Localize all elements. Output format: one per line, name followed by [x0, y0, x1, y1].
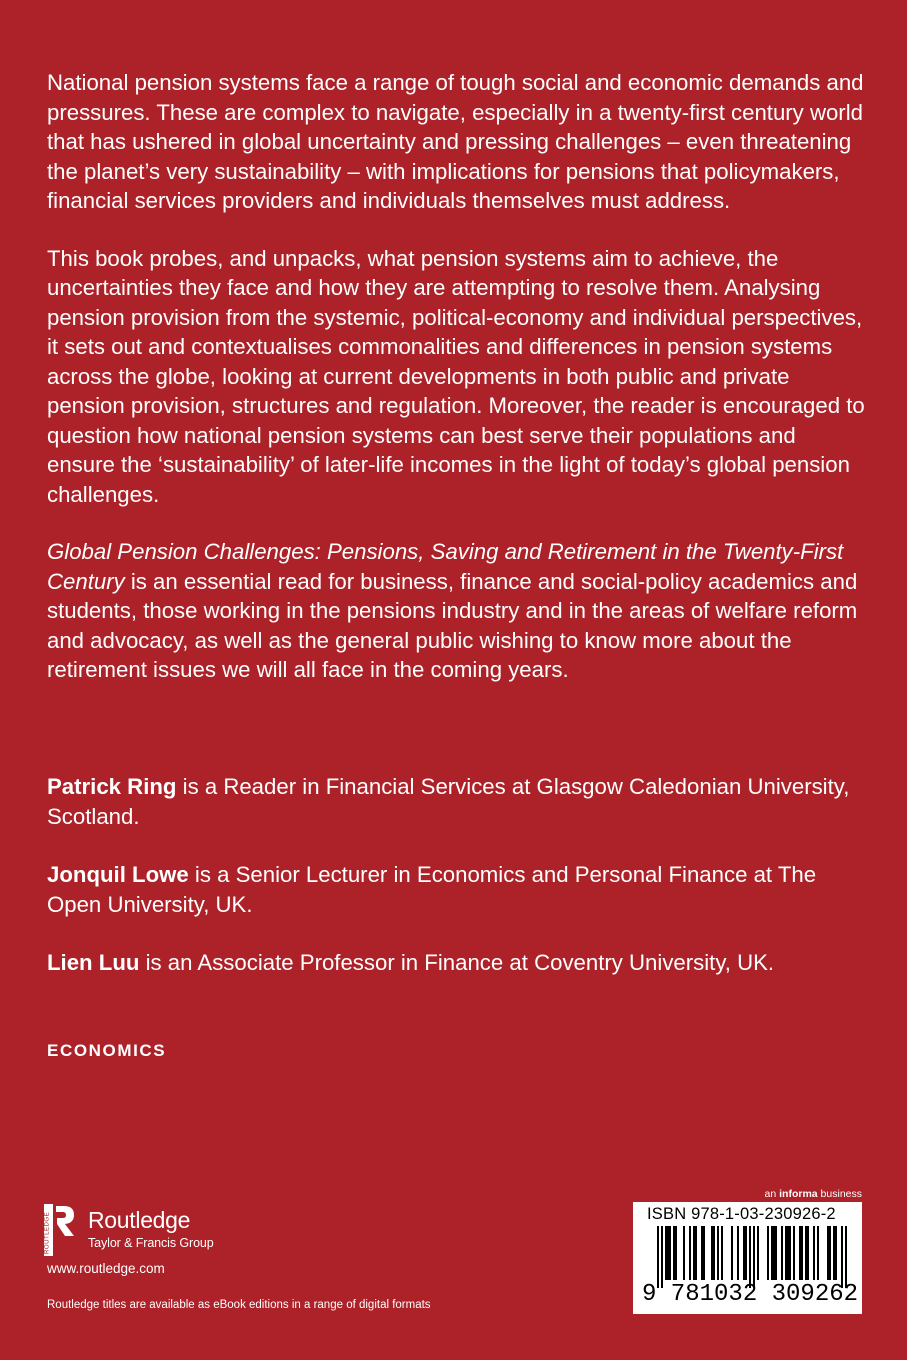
author-description-1: is a Reader in Financial Services at Glasgow Caledonian University, Scotland. — [47, 774, 850, 829]
author-description-3: is an Associate Professor in Finance at Coventry University, UK. — [139, 950, 775, 975]
barcode-bar — [775, 1226, 777, 1280]
barcode-bar — [799, 1226, 801, 1280]
barcode-bar — [833, 1226, 835, 1280]
barcode-bar — [711, 1226, 713, 1280]
barcode-bar — [703, 1226, 705, 1280]
subject-category: ECONOMICS — [47, 1041, 167, 1060]
barcode-bar — [835, 1226, 837, 1280]
barcode-bar — [661, 1226, 663, 1288]
barcode-bar — [695, 1226, 697, 1280]
barcode-bar — [683, 1226, 685, 1280]
informa-brand: informa — [779, 1188, 818, 1200]
barcode-bar — [701, 1226, 703, 1280]
barcode-bar — [813, 1226, 815, 1280]
routledge-logo — [44, 1204, 304, 1264]
barcode-bar — [845, 1226, 847, 1288]
barcode-bar — [669, 1226, 671, 1280]
barcode-bar — [801, 1226, 803, 1280]
publisher-group: Taylor & Francis Group — [88, 1236, 214, 1250]
barcode-bar — [665, 1226, 667, 1280]
barcode-bar — [667, 1226, 669, 1280]
barcode-bar — [757, 1226, 759, 1280]
barcode-bar — [689, 1226, 691, 1280]
blurb-paragraph-3-text: is an essential read for business, finance and social-policy academics and students, those working in the pensions industry and in the areas of welfare reform and advocacy, as well as the general public wishing to know more about the retirement issues we will all face in the coming years. — [47, 568, 858, 682]
author-bios — [47, 772, 867, 1006]
barcode-bar — [731, 1226, 733, 1280]
blurb-paragraph-3 — [47, 537, 867, 685]
publisher-website[interactable]: www.routledge.com — [47, 1261, 165, 1276]
barcode-bar — [807, 1226, 809, 1280]
barcode-bar — [749, 1226, 751, 1288]
barcode-bar — [675, 1226, 677, 1280]
barcode-bar — [717, 1226, 719, 1280]
barcode-bar — [785, 1226, 787, 1280]
isbn-barcode — [633, 1202, 862, 1314]
back-cover-blurb — [47, 68, 867, 713]
barcode-bar — [781, 1226, 783, 1280]
blurb-paragraph-2: This book probes, and unpacks, what pension systems aim to achieve, the uncertainties they face and how they are attempting to resolve them. Analysing pension provision from the systemic, political-economy and individual perspectives, it sets out and contextualises commonalities and differences in pension systems across the globe, looking at current developments in both public and private pension provision, structures and regulation. Moreover, the reader is encouraged to question how national pension systems can best serve their populations and ensure the ‘sustainability’ of later-life incomes in the light of today’s global pension challenges. — [47, 245, 865, 507]
publisher-name: Routledge — [88, 1207, 191, 1233]
author-name-2: Jonquil Lowe — [47, 862, 189, 887]
author-bio-3 — [47, 948, 867, 978]
informa-business-tag — [765, 1188, 862, 1200]
barcode-bar — [787, 1226, 789, 1280]
barcode-bar — [743, 1226, 745, 1280]
author-name-1: Patrick Ring — [47, 774, 177, 799]
barcode-bar — [693, 1226, 695, 1280]
barcode-bar — [737, 1226, 739, 1280]
author-name-3: Lien Luu — [47, 950, 140, 975]
barcode-bar — [829, 1226, 831, 1280]
isbn-label: ISBN 978-1-03-230926-2 — [647, 1205, 836, 1223]
barcode-bar — [767, 1226, 769, 1280]
barcode-bar — [771, 1226, 773, 1280]
barcode-bar — [817, 1226, 819, 1280]
blurb-paragraph-1: National pension systems face a range of tough social and economic demands and pressures. These are complex to navigate, especially in a twenty-first century world that has ushered in global uncertainty and pressing challenges – even threatening the planet’s very sustainability – with implications for pensions that policymakers, financial services providers and individuals themselves must address. — [47, 70, 864, 213]
ebook-note: Routledge titles are available as eBook editions in a range of digital formats — [47, 1299, 431, 1311]
informa-suffix: business — [817, 1188, 862, 1200]
routledge-vertical-text: ROUTLEDGE — [44, 1211, 51, 1254]
barcode-bar — [713, 1226, 715, 1280]
author-description-2: is a Senior Lecturer in Economics and Personal Finance at The Open University, UK. — [47, 862, 817, 917]
barcode-bar — [753, 1226, 755, 1288]
barcode-bar — [673, 1226, 675, 1280]
author-bio-2 — [47, 860, 867, 920]
barcode-bar — [805, 1226, 807, 1280]
isbn-digits: 9 781032 309262 — [642, 1281, 859, 1308]
barcode-bar — [793, 1226, 795, 1280]
barcode-bar — [657, 1226, 659, 1288]
informa-prefix: an — [764, 1188, 780, 1200]
barcode-bar — [827, 1226, 829, 1280]
barcode-bar — [789, 1226, 791, 1280]
book-title: Global Pension Challenges: Pensions, Saving and Retirement in the Twenty-First Century — [47, 539, 844, 594]
barcode-bar — [841, 1226, 843, 1288]
routledge-r-icon — [44, 1204, 76, 1256]
barcode-bar — [773, 1226, 775, 1280]
barcode-bar — [745, 1226, 747, 1280]
barcode-bar — [721, 1226, 723, 1280]
author-bio-1 — [47, 772, 867, 832]
